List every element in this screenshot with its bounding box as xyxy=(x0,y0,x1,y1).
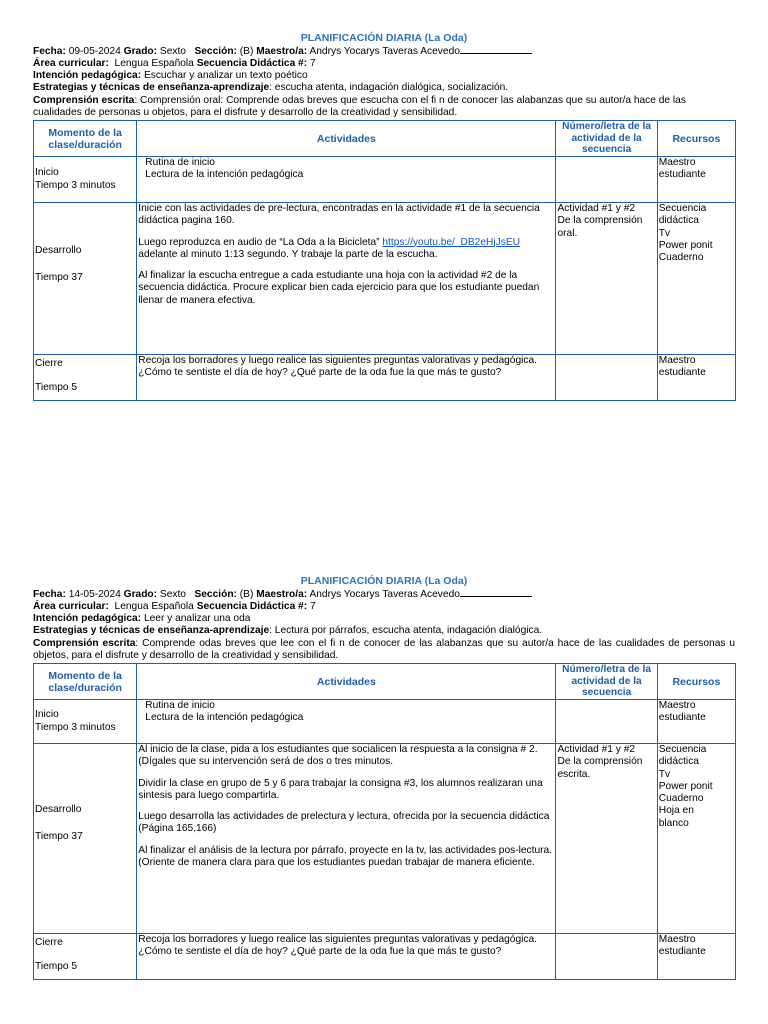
momento-cell: Desarrollo Tiempo 37 xyxy=(34,744,137,934)
header-recursos: Recursos xyxy=(657,664,735,700)
signature-line xyxy=(460,595,532,597)
momento-cell: Desarrollo Tiempo 37 xyxy=(34,203,137,355)
plan-title: PLANIFICACIÓN DIARIA (La Oda) xyxy=(300,32,468,44)
area-value: Lengua Española xyxy=(114,600,194,612)
table-row-cierre xyxy=(34,934,736,980)
table-header-row xyxy=(34,664,736,700)
estrategias-line: Estrategias y técnicas de enseñanza-aprendizaje: escucha atenta, indagación dialógica, socialización. xyxy=(33,82,509,94)
momento-cell: Cierre Tiempo 5 xyxy=(34,355,137,401)
comprension-line: Comprensión escrita: Comprensión oral: Comprende odas breves que escucha con el fi n de conocer las alabanzas que su autor/a hace de las cualidades de personas u objetos, para el disfrute y desarrollo de la creatividad y sensibilidad. xyxy=(33,94,686,118)
numero-cell xyxy=(556,157,657,203)
actividades-cell: Rutina de inicio Lectura de la intención pedagógica xyxy=(137,700,556,744)
recursos-cell: Secuencia didáctica Tv Power ponit Cuaderno xyxy=(657,203,735,355)
secuencia-value: 7 xyxy=(309,57,316,69)
grado-value: Sexto xyxy=(159,588,186,600)
header-recursos: Recursos xyxy=(657,121,735,157)
table-row-inicio xyxy=(34,157,736,203)
numero-cell xyxy=(556,355,657,401)
actividades-cell: Recoja los borradores y luego realice las siguientes preguntas valorativas y pedagógica. ¿Cómo te sentiste el día de hoy? ¿Qué parte de la oda fue la que más te gusto? xyxy=(137,355,556,401)
activities-table xyxy=(33,663,736,980)
area-value: Lengua Española xyxy=(114,57,194,69)
recursos-cell: Maestro estudiante xyxy=(657,157,735,203)
comprension-line: Comprensión escrita: Comprende odas breves que lee con el fi n de conocer de las alabanzas que su autor/a hace de las cualidades de personas u objetos, para el disfrute y desarrollo de la creatividad y sensibilidad. xyxy=(33,637,736,661)
youtube-link[interactable]: https://youtu.be/_DB2eHjJsEU xyxy=(382,236,520,248)
fecha-value: 09-05-2024 xyxy=(68,45,121,57)
table-row-desarrollo xyxy=(34,203,736,355)
area-line: Área curricular: Lengua Española Secuencia Didáctica #: 7 xyxy=(33,57,316,69)
momento-cell: Inicio Tiempo 3 minutos xyxy=(34,157,137,203)
actividades-cell: Recoja los borradores y luego realice las siguientes preguntas valorativas y pedagógica. ¿Cómo te sentiste el día de hoy? ¿Qué parte de la oda fue la que más te gusto? xyxy=(137,934,556,980)
plan-title: PLANIFICACIÓN DIARIA (La Oda) xyxy=(300,575,468,587)
numero-cell xyxy=(556,934,657,980)
header-actividades: Actividades xyxy=(137,664,556,700)
lesson-plan-1 xyxy=(33,32,735,401)
momento-cell: Cierre Tiempo 5 xyxy=(34,934,137,980)
numero-cell: Actividad #1 y #2 De la comprensión oral. xyxy=(556,203,657,355)
header-actividades: Actividades xyxy=(137,121,556,157)
fecha-line: Fecha: 14-05-2024 Grado: Sexto Sección: (B) Maestro/a: Andrys Yocarys Taveras Acevedo xyxy=(33,589,735,601)
table-row-cierre xyxy=(34,355,736,401)
numero-cell xyxy=(556,700,657,744)
area-line: Área curricular: Lengua Española Secuencia Didáctica #: 7 xyxy=(33,600,316,612)
header-numero: Número/letra de la actividad de la secuencia xyxy=(556,121,657,157)
intencion-line: Intención pedagógica: Leer y analizar una oda xyxy=(33,613,251,625)
recursos-cell: Maestro estudiante xyxy=(657,700,735,744)
maestro-value: Andrys Yocarys Taveras Acevedo xyxy=(309,588,460,600)
table-header-row xyxy=(34,121,736,157)
actividades-cell: Inicie con las actividades de pre-lectura, encontradas en la actividade #1 de la secuencia didáctica pagina 160. Luego reproduzca en audio de “La Oda a la Bicicleta” https://youtu.be/_DB2eHjJsEU adelante al minuto 1:13 segundo. Y trabaje la parte de la escucha. Al finalizar la escucha entregue a cada estudiante una hoja con la actividad #2 de la secuencia didáctica. Procure explicar bien cada ejercicio para que los estudiante puedan llenar de manera efectiva. xyxy=(137,203,556,355)
signature-line xyxy=(460,52,532,54)
fecha-line: Fecha: 09-05-2024 Grado: Sexto Sección: (B) Maestro/a: Andrys Yocarys Taveras Acevedo xyxy=(33,46,735,58)
secuencia-value: 7 xyxy=(309,600,316,612)
actividades-cell: Al inicio de la clase, pida a los estudiantes que socialicen la respuesta a la consigna # 2. (Dígales que su intervención será de dos o tres minutos. Dividir la clase en grupo de 5 y 6 para trabajar la consigna #3, los alumnos realizaran una sintesis para luego compartirla. Luego desarrolla las actividades de prelectura y lectura, ofrecida por la secuencia didáctica (Página 165,166) Al finalizar el análisis de la lectura por párrafo, proyecte en la tv, las actividades pos-lectura. (Oriente de manera clara para que los estudiantes puedan trabajar de manera eficiente. xyxy=(137,744,556,934)
header-momento: Momento de la clase/duración xyxy=(34,664,137,700)
table-row-desarrollo xyxy=(34,744,736,934)
seccion-value: (B) xyxy=(239,45,254,57)
recursos-cell: Maestro estudiante xyxy=(657,355,735,401)
fecha-value: 14-05-2024 xyxy=(68,588,121,600)
header-numero: Número/letra de la actividad de la secuencia xyxy=(556,664,657,700)
header-momento: Momento de la clase/duración xyxy=(34,121,137,157)
seccion-value: (B) xyxy=(239,588,254,600)
recursos-cell: Secuencia didáctica Tv Power ponit Cuaderno Hoja en blanco xyxy=(657,744,735,934)
estrategias-line: Estrategias y técnicas de enseñanza-aprendizaje: Lectura por párrafos, escucha atenta, indagación dialógica. xyxy=(33,625,543,637)
activities-table xyxy=(33,120,736,401)
lesson-plan-2 xyxy=(33,575,735,980)
maestro-value: Andrys Yocarys Taveras Acevedo xyxy=(309,45,460,57)
recursos-cell: Maestro estudiante xyxy=(657,934,735,980)
actividades-cell: Rutina de inicio Lectura de la intención pedagógica xyxy=(137,157,556,203)
grado-value: Sexto xyxy=(159,45,186,57)
numero-cell: Actividad #1 y #2 De la comprensión escrita. xyxy=(556,744,657,934)
momento-cell: Inicio Tiempo 3 minutos xyxy=(34,700,137,744)
table-row-inicio xyxy=(34,700,736,744)
intencion-line: Intención pedagógica: Escuchar y analizar un texto poético xyxy=(33,70,308,82)
